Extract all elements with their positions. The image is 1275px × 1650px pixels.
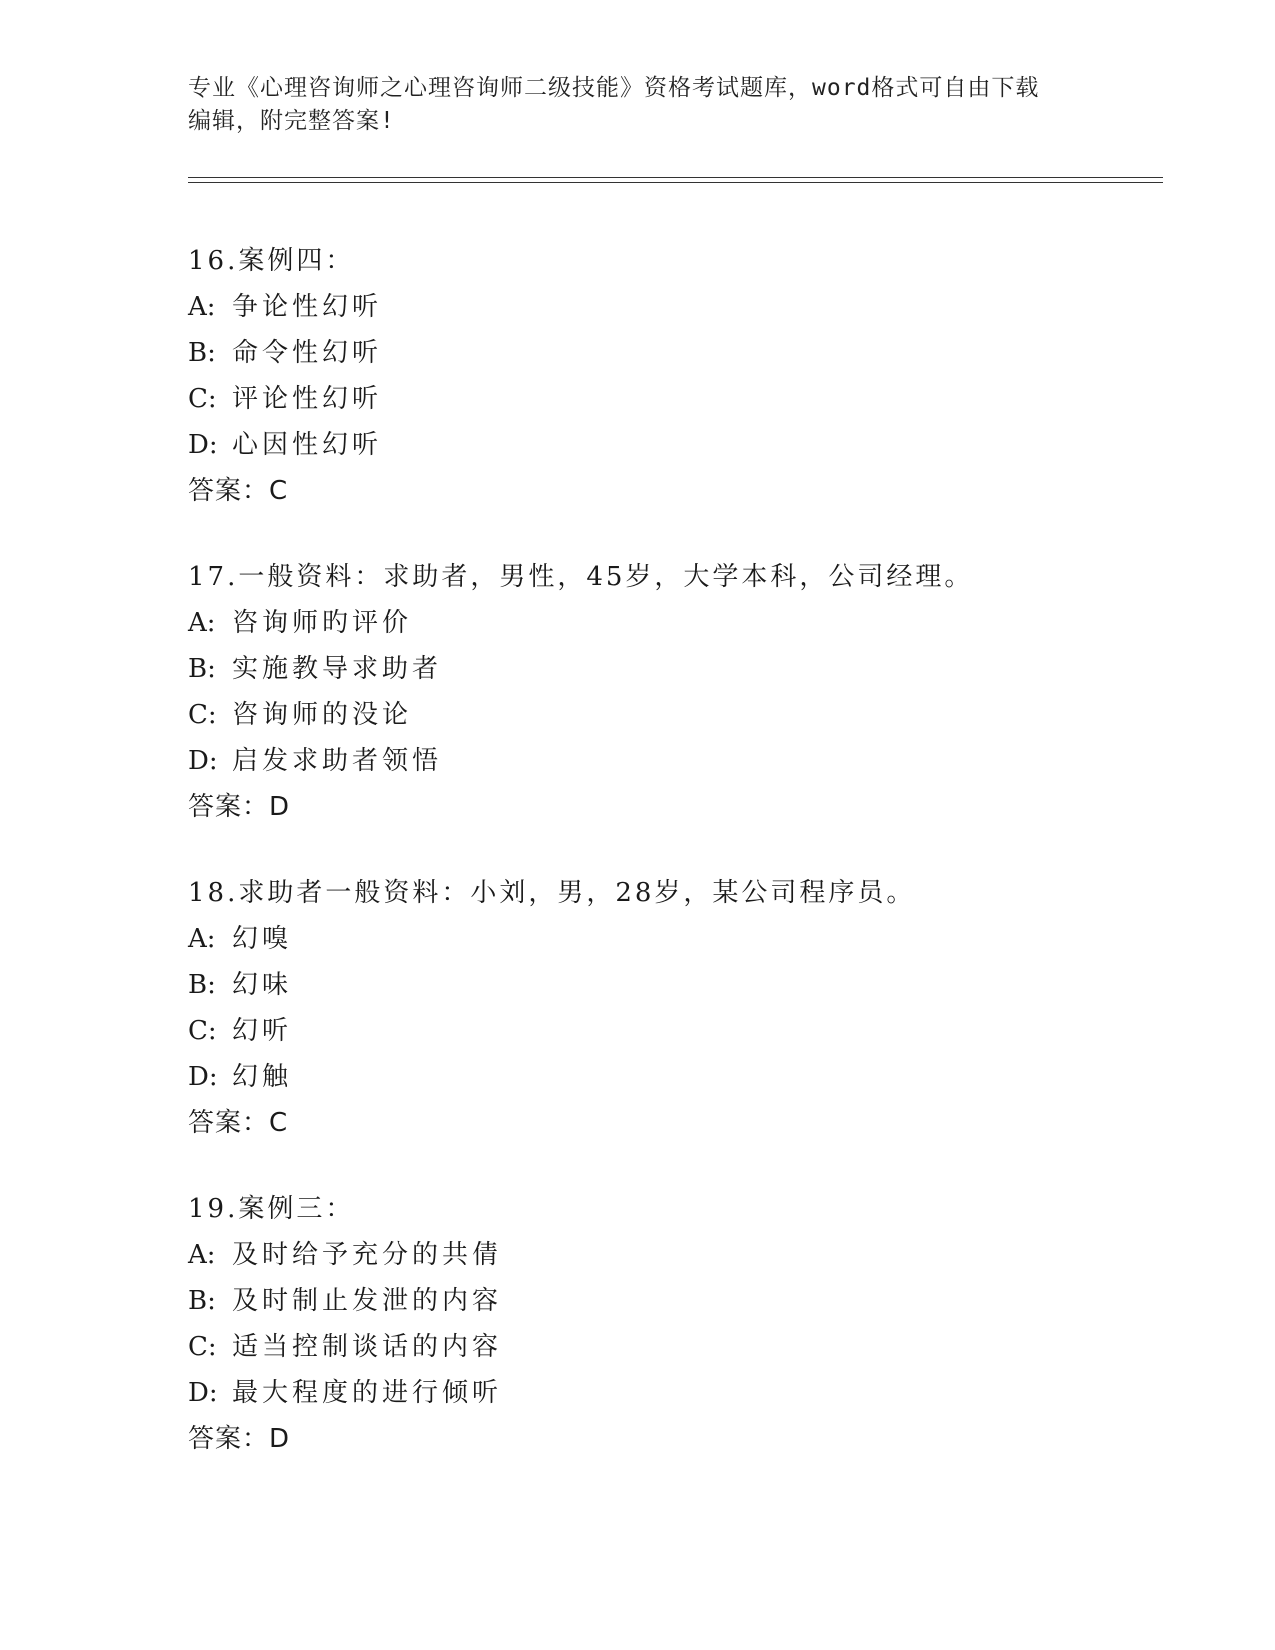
- option-letter: C:: [188, 1016, 217, 1046]
- question-stem: 16.案例四：: [188, 246, 355, 276]
- option-letter: A:: [188, 608, 216, 638]
- option-text: 评论性幻听: [232, 384, 383, 414]
- question-18: [188, 870, 1088, 1146]
- question-19: [188, 1186, 1088, 1462]
- header-divider-bottom: [188, 182, 1163, 183]
- option-letter: A:: [188, 924, 216, 954]
- option-d: [188, 1370, 1088, 1416]
- option-a: [188, 1232, 1088, 1278]
- option-b: [188, 330, 1088, 376]
- header-divider-top: [188, 177, 1163, 178]
- option-text: 命令性幻听: [232, 338, 383, 368]
- option-letter: B:: [188, 654, 216, 684]
- option-letter: C:: [188, 700, 217, 730]
- option-text: 幻触: [232, 1062, 293, 1092]
- answer-line: 答案：C: [188, 476, 289, 506]
- option-c: [188, 376, 1088, 422]
- option-text: 及时制止发泄的内容: [232, 1286, 503, 1316]
- option-letter: B:: [188, 338, 216, 368]
- option-a: [188, 284, 1088, 330]
- option-letter: B:: [188, 970, 216, 1000]
- question-stem: 18.求助者一般资料：小刘，男，28岁，某公司程序员。: [188, 878, 916, 908]
- option-b: [188, 1278, 1088, 1324]
- option-text: 幻味: [232, 970, 293, 1000]
- option-text: 适当控制谈话的内容: [232, 1332, 503, 1362]
- question-stem: 17.一般资料：求助者，男性，45岁，大学本科，公司经理。: [188, 562, 974, 592]
- option-text: 最大程度的进行倾听: [232, 1378, 503, 1408]
- option-d: [188, 1054, 1088, 1100]
- option-b: [188, 962, 1088, 1008]
- option-b: [188, 646, 1088, 692]
- option-letter: D:: [188, 430, 218, 460]
- header-line-2: 编辑，附完整答案!: [188, 108, 395, 134]
- option-letter: B:: [188, 1286, 216, 1316]
- question-stem: 19.案例三：: [188, 1194, 355, 1224]
- option-letter: C:: [188, 1332, 217, 1362]
- option-d: [188, 422, 1088, 468]
- answer-line: 答案：C: [188, 1108, 289, 1138]
- option-c: [188, 1008, 1088, 1054]
- question-17: [188, 554, 1088, 830]
- question-16: [188, 238, 1088, 514]
- option-text: 咨询师的没论: [232, 700, 413, 730]
- option-d: [188, 738, 1088, 784]
- option-text: 幻嗅: [232, 924, 293, 954]
- option-letter: C:: [188, 384, 217, 414]
- option-a: [188, 600, 1088, 646]
- option-c: [188, 692, 1088, 738]
- option-text: 幻听: [232, 1016, 293, 1046]
- answer-line: 答案：D: [188, 792, 291, 822]
- option-a: [188, 916, 1088, 962]
- option-text: 争论性幻听: [232, 292, 383, 322]
- option-text: 实施教导求助者: [232, 654, 443, 684]
- document-header: [188, 72, 1088, 138]
- option-letter: A:: [188, 292, 216, 322]
- option-text: 咨询师旳评价: [232, 608, 413, 638]
- option-letter: D:: [188, 1378, 218, 1408]
- option-c: [188, 1324, 1088, 1370]
- answer-line: 答案：D: [188, 1424, 291, 1454]
- option-text: 心因性幻听: [232, 430, 383, 460]
- option-text: 启发求助者领悟: [232, 746, 443, 776]
- option-text: 及时给予充分的共倩: [232, 1240, 503, 1270]
- option-letter: A:: [188, 1240, 216, 1270]
- option-letter: D:: [188, 1062, 218, 1092]
- option-letter: D:: [188, 746, 218, 776]
- header-line-1: 专业《心理咨询师之心理咨询师二级技能》资格考试题库，word格式可自由下载: [188, 75, 1040, 101]
